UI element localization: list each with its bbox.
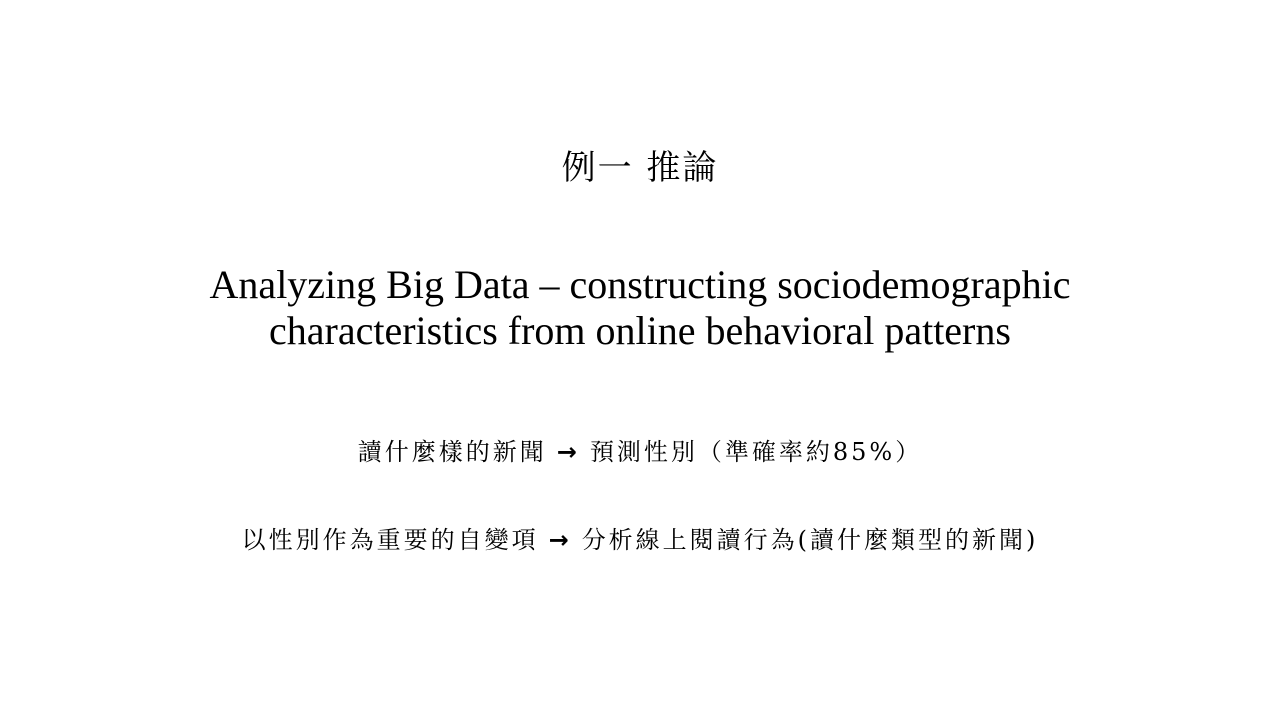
right-arrow-icon: → [548,526,572,554]
note-prediction-left: 讀什麼樣的新聞 [357,438,547,466]
note-prediction-right: 預測性別（準確率約85%） [589,438,923,466]
slide-subtitle [0,262,1280,354]
slide-title: 例一 推論 [561,148,719,188]
note-analysis [0,520,1280,555]
subtitle-line-1: Analyzing Big Data – constructing sociodemographic [209,262,1071,307]
note-prediction [0,432,1280,467]
note-analysis-right: 分析線上閱讀行為(讀什麼類型的新聞) [581,526,1039,554]
note-analysis-left: 以性別作為重要的自變項 [241,526,539,554]
subtitle-line-2: characteristics from online behavioral patterns [269,308,1011,353]
right-arrow-icon: → [556,438,580,466]
